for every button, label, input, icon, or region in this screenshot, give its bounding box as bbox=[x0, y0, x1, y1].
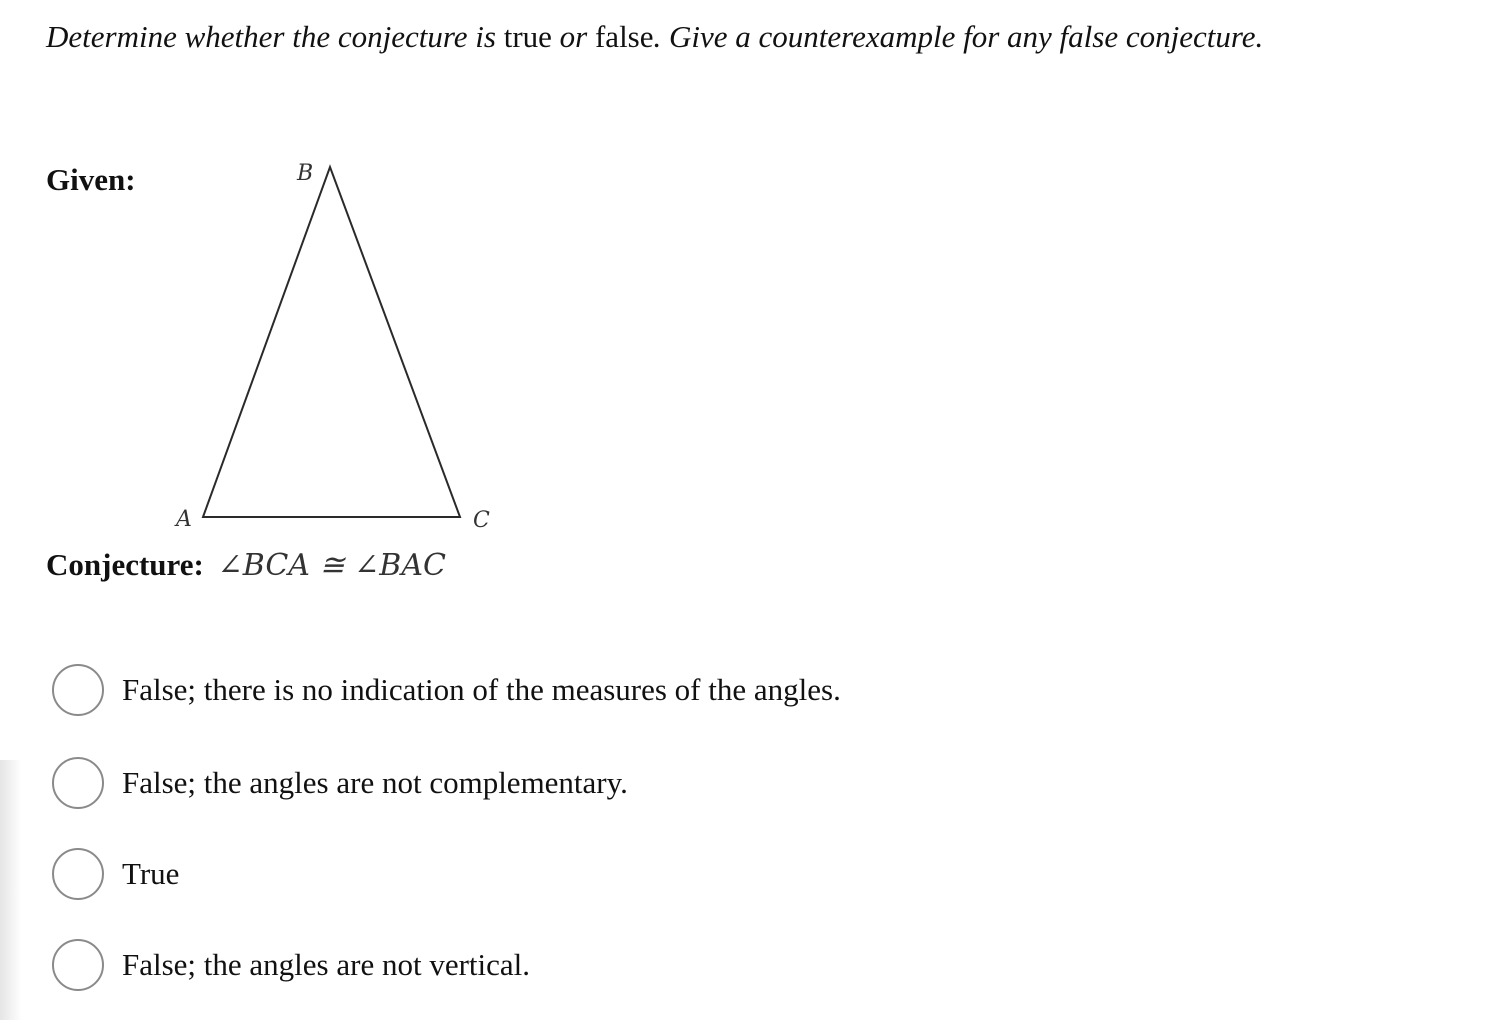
radio-button[interactable] bbox=[52, 848, 104, 900]
instructions-text-3: . Give a counterexample for any false conjecture. bbox=[653, 19, 1264, 54]
instructions-true-word: true bbox=[503, 19, 552, 54]
answer-option-4[interactable] bbox=[52, 939, 530, 991]
answer-option-label[interactable]: False; the angles are not vertical. bbox=[122, 947, 531, 982]
answer-option-3[interactable] bbox=[52, 848, 179, 900]
radio-button[interactable] bbox=[52, 664, 104, 716]
answer-option-label[interactable]: True bbox=[122, 856, 180, 891]
answer-option-2[interactable] bbox=[52, 757, 628, 809]
given-label: Given: bbox=[46, 162, 136, 197]
vertex-label-c: C bbox=[473, 508, 490, 533]
conjecture-label: Conjecture: bbox=[46, 547, 204, 582]
window-edge-shadow bbox=[0, 760, 22, 1020]
triangle-figure bbox=[160, 150, 520, 540]
vertex-label-b: B bbox=[297, 161, 314, 186]
radio-button[interactable] bbox=[52, 939, 104, 991]
instructions-false-word: false bbox=[594, 19, 654, 54]
answer-option-1[interactable] bbox=[52, 664, 841, 716]
instructions-text-1: Determine whether the conjecture is bbox=[46, 19, 504, 54]
conjecture bbox=[46, 547, 446, 583]
conjecture-statement: ∠BCA ≅ ∠BAC bbox=[217, 548, 446, 583]
vertex-label-a: A bbox=[176, 507, 192, 532]
radio-button[interactable] bbox=[52, 757, 104, 809]
answer-option-label[interactable]: False; the angles are not complementary. bbox=[122, 765, 628, 800]
instructions-text-2: or bbox=[551, 19, 595, 54]
answer-option-label[interactable]: False; there is no indication of the measures of the angles. bbox=[122, 672, 841, 707]
question-instructions bbox=[46, 18, 1263, 56]
triangle-abc bbox=[203, 167, 460, 517]
